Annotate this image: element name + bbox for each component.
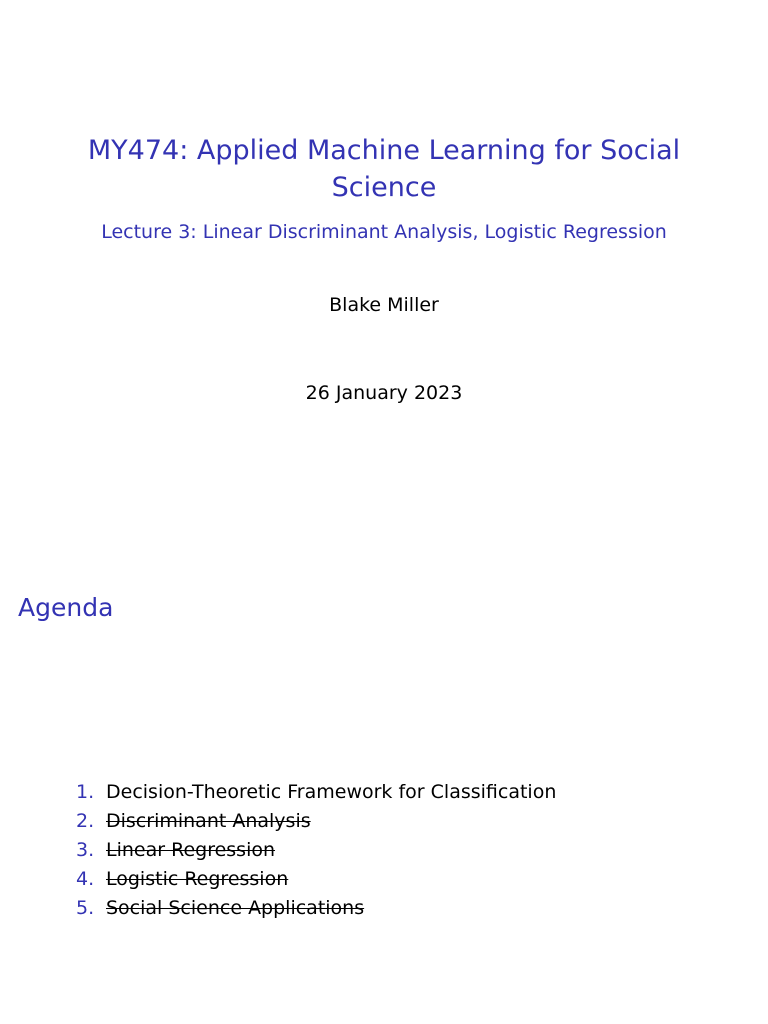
agenda-item [76, 778, 556, 807]
agenda-item-text: Logistic Regression [106, 868, 289, 890]
agenda-item [76, 836, 556, 865]
agenda-slide [0, 512, 768, 1024]
agenda-heading: Agenda [18, 593, 114, 622]
agenda-item [76, 894, 556, 923]
agenda-item-number: 3. [76, 839, 95, 861]
agenda-item-text: Social Science Applications [106, 897, 365, 919]
presentation-subtitle: Lecture 3: Linear Discriminant Analysis, Logistic Regression [101, 221, 667, 243]
presentation-title: MY474: Applied Machine Learning for Social Science [87, 135, 681, 203]
agenda-item-text: Decision-Theoretic Framework for Classification [106, 781, 557, 803]
agenda-item-number: 1. [76, 781, 95, 803]
agenda-item-number: 2. [76, 810, 95, 832]
agenda-item-number: 4. [76, 868, 95, 890]
title-block [60, 132, 708, 244]
agenda-item-text: Discriminant Analysis [106, 810, 311, 832]
agenda-item-text: Linear Regression [106, 839, 276, 861]
author-name: Blake Miller [329, 294, 439, 316]
agenda-list [76, 778, 556, 923]
agenda-item [76, 865, 556, 894]
agenda-item-number: 5. [76, 897, 95, 919]
presentation-date: 26 January 2023 [305, 382, 463, 404]
agenda-item [76, 807, 556, 836]
